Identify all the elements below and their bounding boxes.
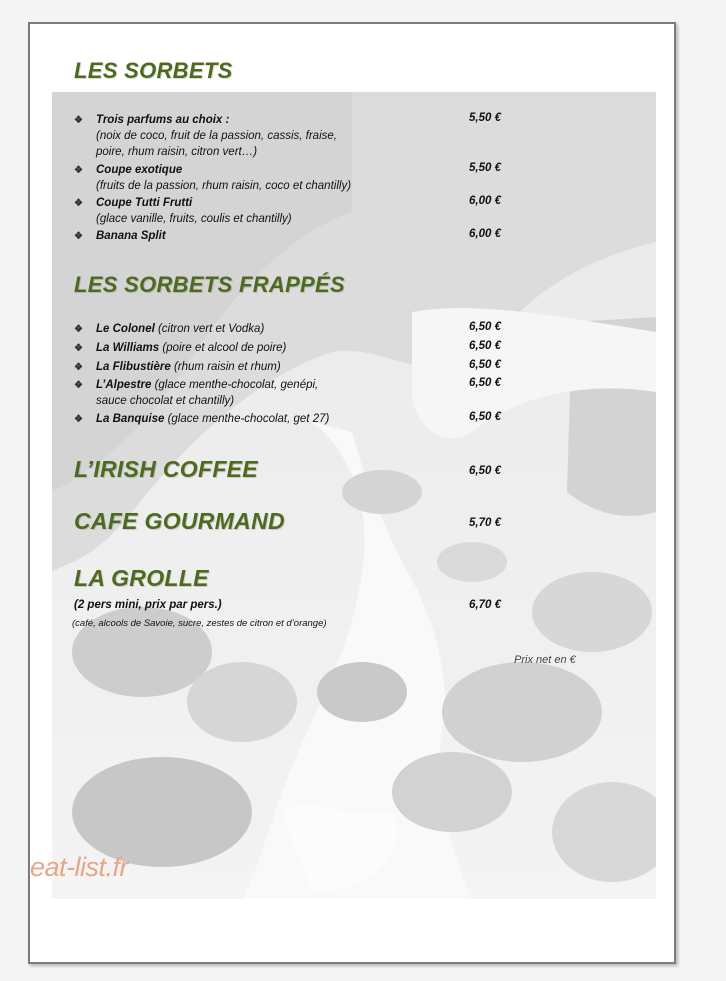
item-price: 5,70 € [469, 517, 501, 529]
item-description: (rhum raisin et rhum) [170, 361, 281, 373]
item-price: 6,50 € [469, 411, 501, 423]
item-name: Le Colonel [96, 323, 155, 335]
item-price: 6,50 € [469, 321, 501, 333]
grolle-note: (2 pers mini, prix par pers.) [74, 599, 222, 611]
item-description: poire, rhum raisin, citron vert…) [96, 146, 258, 158]
item-description: (poire et alcool de poire) [159, 342, 287, 354]
item-description: (fruits de la passion, rhum raisin, coco et chantilly) [96, 180, 352, 192]
item-description: (glace menthe-chocolat, get 27) [164, 413, 330, 425]
menu-content [30, 24, 674, 962]
item-description: (glace menthe-chocolat, genépi, [151, 379, 319, 391]
item-price: 6,00 € [469, 195, 501, 207]
item-name: La Flibustière [96, 361, 171, 373]
watermark-logo: eat-list.fr [30, 852, 129, 882]
section-title-irish-coffee: L’IRISH COFFEE [74, 456, 258, 482]
diamond-bullet-icon: ❖ [74, 165, 83, 176]
item-description: sauce chocolat et chantilly) [96, 395, 235, 407]
item-name: Banana Split [96, 230, 166, 242]
diamond-bullet-icon: ❖ [74, 362, 83, 373]
item-name: Coupe exotique [96, 164, 183, 176]
diamond-bullet-icon: ❖ [74, 198, 83, 209]
diamond-bullet-icon: ❖ [74, 343, 83, 354]
diamond-bullet-icon: ❖ [74, 115, 83, 126]
section-title-sorbets-frappes: LES SORBETS FRAPPÉS [74, 272, 345, 297]
menu-page [28, 22, 676, 964]
item-price: 5,50 € [469, 162, 501, 174]
item-price: 6,50 € [469, 340, 501, 352]
section-title-cafe-gourmand: CAFE GOURMAND [74, 508, 285, 534]
item-description: (citron vert et Vodka) [154, 323, 265, 335]
item-price: 5,50 € [469, 112, 501, 124]
item-description: (noix de coco, fruit de la passion, cassis, fraise, [96, 130, 337, 142]
diamond-bullet-icon: ❖ [74, 231, 83, 242]
item-description: (glace vanille, fruits, coulis et chantilly) [96, 213, 292, 225]
grolle-description: (café, alcools de Savoie, sucre, zestes de citron et d’orange) [72, 618, 327, 629]
item-price: 6,00 € [469, 228, 501, 240]
section-title-la-grolle: LA GROLLE [74, 565, 209, 591]
section-title-sorbets: LES SORBETS [74, 58, 233, 83]
item-price: 6,70 € [469, 599, 501, 611]
diamond-bullet-icon: ❖ [74, 380, 83, 391]
item-name: Coupe Tutti Frutti [96, 197, 193, 209]
price-net-note: Prix net en € [514, 654, 576, 666]
diamond-bullet-icon: ❖ [74, 324, 83, 335]
item-name: La Banquise [96, 413, 165, 425]
diamond-bullet-icon: ❖ [74, 414, 83, 425]
item-price: 6,50 € [469, 377, 501, 389]
item-name: L’Alpestre [96, 379, 152, 391]
item-price: 6,50 € [469, 359, 501, 371]
item-price: 6,50 € [469, 465, 501, 477]
item-name: La Williams [96, 342, 160, 354]
item-name: Trois parfums au choix : [96, 114, 230, 126]
